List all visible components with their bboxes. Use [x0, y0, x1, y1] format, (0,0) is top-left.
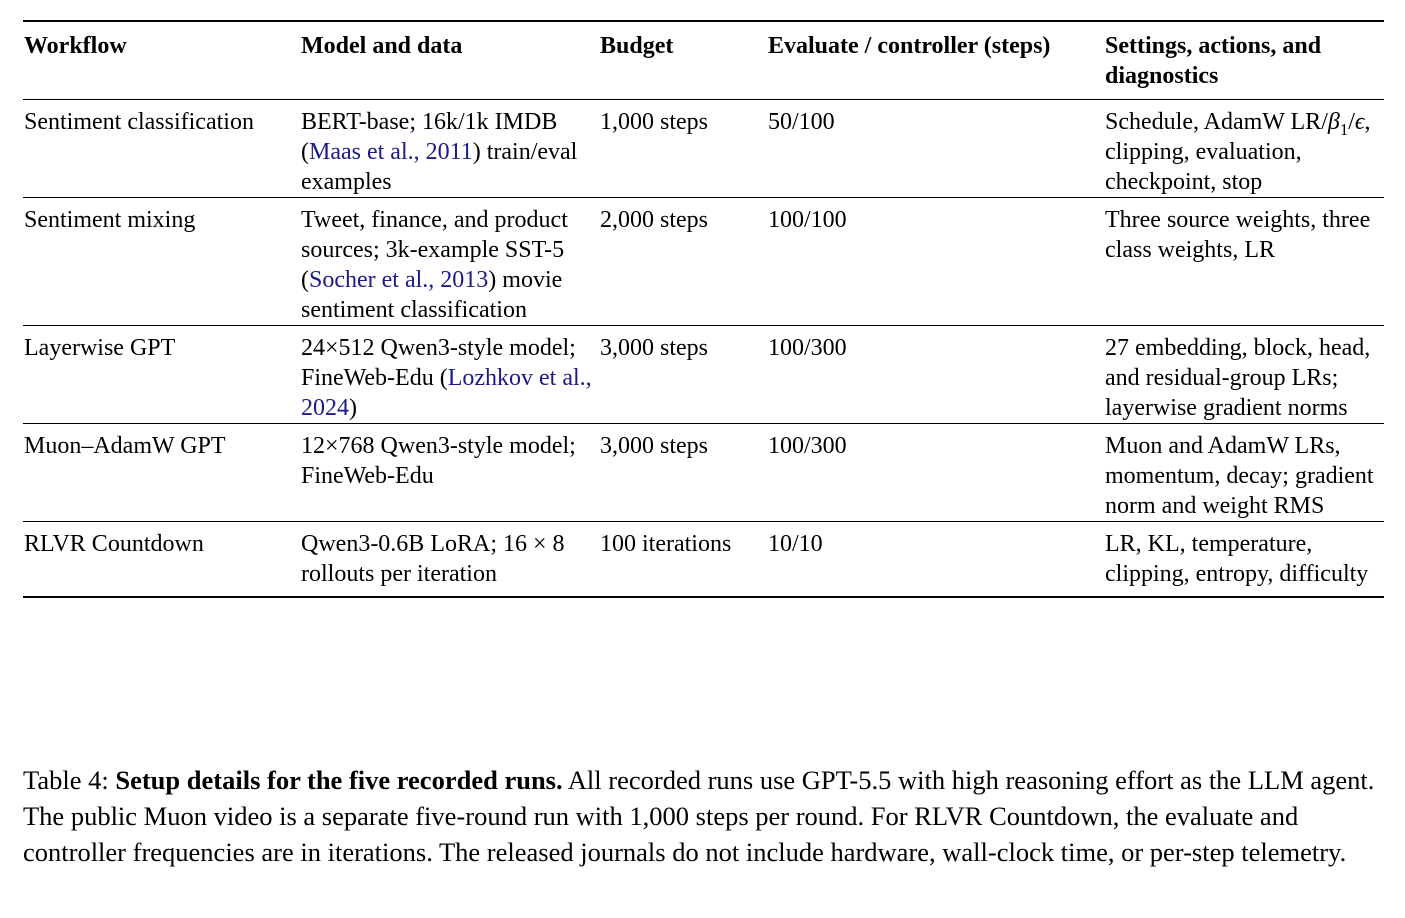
cell-model-and-data	[300, 100, 599, 198]
cell-workflow: RLVR Countdown	[24, 531, 204, 557]
model-text: BERT-base; 16k/1k IMDB (	[301, 109, 558, 165]
header-settings: Settings, actions, and diagnostics	[1105, 33, 1322, 89]
table-caption	[23, 762, 1388, 870]
table-header-row	[23, 21, 1384, 100]
settings-text: , clipping, evaluation, checkpoint, stop	[1105, 109, 1371, 195]
beta-symbol: β	[1327, 109, 1340, 135]
model-text: 24×512 Qwen3-style model; FineWeb-Edu (	[301, 335, 576, 391]
beta-subscript: 1	[1339, 119, 1349, 139]
cell-budget: 2,000 steps	[600, 207, 708, 233]
caption-text: All recorded runs use GPT-5.5 with high reasoning effort as the LLM agent. The public Muon video is a separate five-round run with 1,000 steps per round. For RLVR Countdown, the evaluate and controller frequencies are in iterations. The released journals do not include hardware, wall-clock time, or per-step telemetry.	[23, 765, 1375, 867]
setup-table	[23, 20, 1384, 598]
citation-author: Socher et al.	[309, 267, 429, 293]
cell-evaluate-controller: 50/100	[768, 109, 835, 135]
cell-model-and-data	[300, 198, 599, 326]
cell-model-and-data: Qwen3-0.6B LoRA; 16 × 8 rollouts per iteration	[301, 531, 565, 587]
header-budget: Budget	[600, 33, 674, 59]
model-text: ) movie sentiment classification	[301, 267, 563, 323]
cell-evaluate-controller: 100/300	[768, 335, 847, 361]
model-text: Tweet, finance, and product sources; 3k-example SST-5 (	[301, 207, 568, 293]
caption-label: Table 4:	[23, 765, 116, 795]
cell-budget: 100 iterations	[600, 531, 732, 557]
model-text: )	[349, 395, 357, 421]
citation-author: Maas et al.	[309, 139, 414, 165]
settings-text: Schedule, AdamW LR/	[1105, 109, 1328, 135]
table-row	[23, 424, 1384, 522]
cell-budget: 3,000 steps	[600, 433, 708, 459]
citation-year: 2011	[425, 139, 473, 165]
citation-author: Lozhkov et al.	[447, 365, 586, 391]
citation-link[interactable]: Maas et al., 2011	[309, 139, 473, 165]
caption-bold-title: Setup details for the five recorded runs.	[115, 765, 563, 795]
cell-settings: Three source weights, three class weights, LR	[1105, 207, 1371, 263]
cell-settings	[1104, 100, 1384, 198]
header-workflow: Workflow	[24, 33, 127, 59]
cell-workflow: Sentiment mixing	[24, 207, 196, 233]
citation-year: 2024	[301, 395, 349, 421]
cell-workflow: Layerwise GPT	[24, 335, 176, 361]
cell-workflow: Muon–AdamW GPT	[24, 433, 226, 459]
cell-evaluate-controller: 10/10	[768, 531, 823, 557]
model-text: ) train/eval examples	[301, 139, 578, 195]
cell-budget: 1,000 steps	[600, 109, 708, 135]
epsilon-symbol: ϵ	[1354, 109, 1365, 135]
setup-table-container	[23, 20, 1384, 598]
cell-budget: 3,000 steps	[600, 335, 708, 361]
cell-evaluate-controller: 100/300	[768, 433, 847, 459]
cell-settings: LR, KL, temperature, clipping, entropy, difficulty	[1105, 531, 1369, 587]
citation-link[interactable]: Socher et al., 2013	[309, 267, 489, 293]
header-evaluate-controller: Evaluate / controller (steps)	[768, 33, 1051, 59]
cell-workflow: Sentiment classification	[24, 109, 254, 135]
citation-year: 2013	[440, 267, 489, 293]
slash-text: /	[1348, 109, 1355, 135]
table-row	[23, 198, 1384, 326]
cell-model-and-data: 12×768 Qwen3-style model; FineWeb-Edu	[301, 433, 576, 489]
cell-settings: Muon and AdamW LRs, momentum, decay; gradient norm and weight RMS	[1105, 433, 1374, 519]
header-model-and-data: Model and data	[301, 33, 463, 59]
table-row	[23, 326, 1384, 424]
citation-link[interactable]: Lozhkov et al., 2024	[301, 365, 592, 421]
table-row	[23, 522, 1384, 598]
table-row	[23, 100, 1384, 198]
cell-settings: 27 embedding, block, head, and residual-group LRs; layerwise gradient norms	[1105, 335, 1371, 421]
cell-evaluate-controller: 100/100	[768, 207, 847, 233]
cell-model-and-data	[300, 326, 599, 424]
